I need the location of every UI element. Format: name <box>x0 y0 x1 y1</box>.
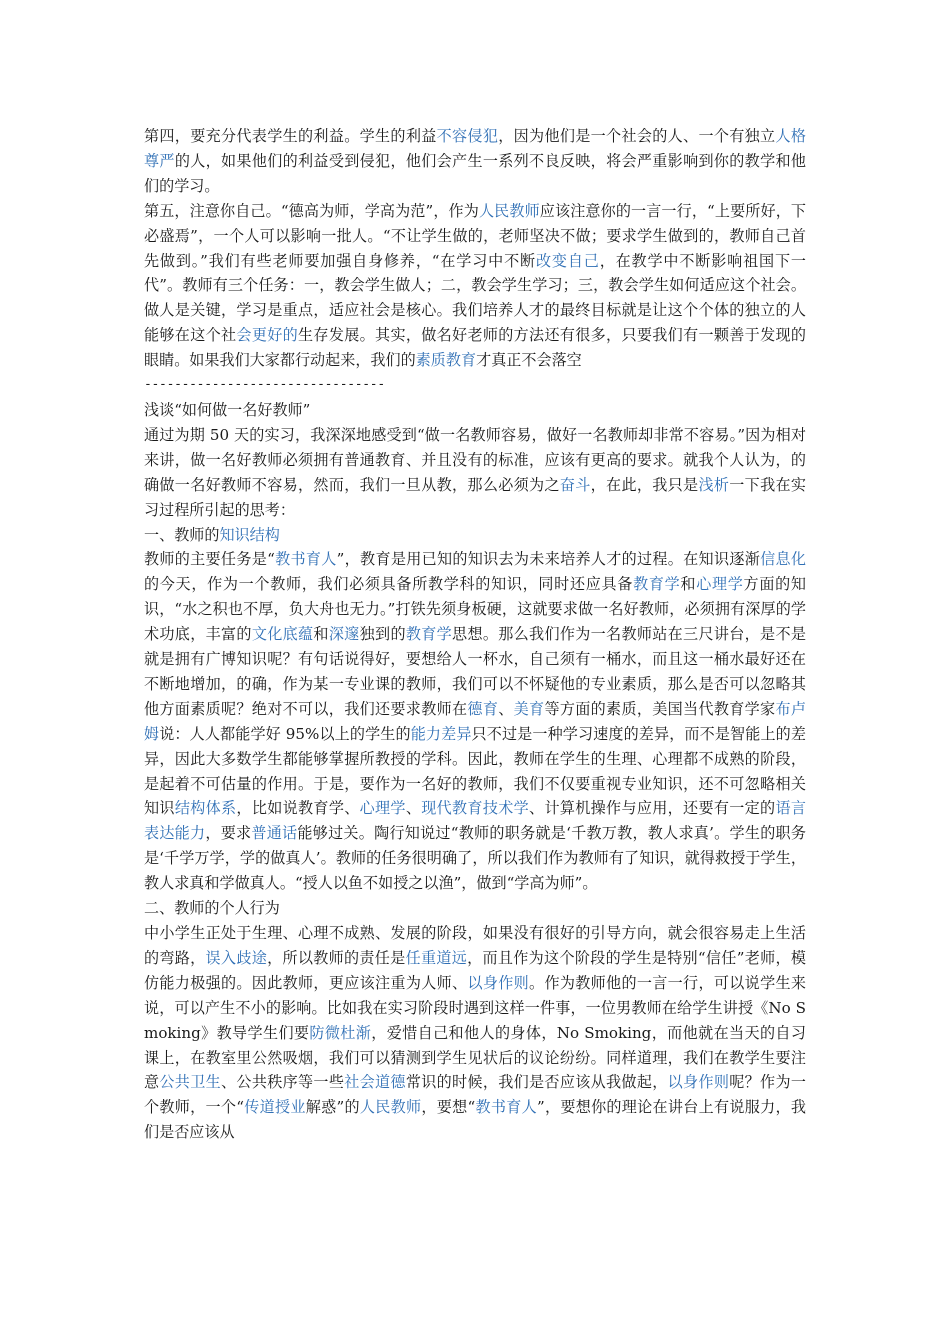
text-run: 和 <box>680 575 697 594</box>
text-run: ，爱惜自己和他人的身体，No Smoking，而他就在当天的自习课上，在教室里公然吸烟，我们可以猜测到学生见状后的议论纷纷。同样道理，我们在教学生要注意 <box>144 1023 806 1092</box>
hyperlink[interactable]: 教育学 <box>633 575 681 594</box>
text-run: 第四，要充分代表学生的利益。学生的利益 <box>144 127 437 145</box>
text-run: ，而且作为这个阶段的学生是特别“信任”老师，模仿能力极强的。因此教师，更应该注重为人师、 <box>144 948 806 992</box>
hyperlink[interactable]: 人民教师 <box>478 201 540 220</box>
hyperlink[interactable]: 美育 <box>513 699 545 718</box>
text-run: ，所以教师的责任是 <box>267 948 406 967</box>
hyperlink[interactable]: 人格尊严 <box>144 127 806 170</box>
text-run: 。作为教师他的一言一行，可以说学生来说，可以产生不小的影响。比如我在实习阶段时遇到这样一件事，一位男教师在给学生讲授《No Smoking》教导学生们要 <box>144 973 806 1042</box>
section-heading-knowledge <box>144 523 806 548</box>
hyperlink[interactable]: 奋斗 <box>559 475 591 494</box>
hyperlink[interactable]: 教书育人 <box>274 550 337 569</box>
text-run: ，因为他们是一个社会的人、一个有独立 <box>498 127 776 145</box>
hyperlink[interactable]: 会更好的 <box>236 326 299 345</box>
text-run: ”，要想你的理论在讲台上有说服力，我们是否应该从 <box>144 1098 806 1142</box>
hyperlink[interactable]: 深邃 <box>328 625 360 644</box>
hyperlink[interactable]: 心理学 <box>359 799 406 818</box>
paragraph-knowledge <box>144 547 806 896</box>
text-run: ，比如说教育学、 <box>236 799 360 818</box>
text-run: 第五，注意你自己。“德高为师，学高为范”，作为 <box>144 201 479 220</box>
text-run: 解惑”的 <box>305 1098 360 1117</box>
paragraph-behavior <box>144 921 806 1145</box>
article-title: 浅谈“如何做一名好教师” <box>144 400 311 419</box>
hyperlink[interactable]: 现代教育技术学 <box>421 799 530 818</box>
hyperlink[interactable]: 以身作则 <box>667 1073 730 1092</box>
text-run: 、 <box>498 699 514 718</box>
text-run: 一下我在实习过程所引起的思考： <box>144 475 806 519</box>
hyperlink[interactable]: 能力差异 <box>410 724 472 743</box>
text-run: 能够过关。陶行知说过“教师的职务就是‘千教万教，教人求真’。学生的职务是‘千学万学，学的做真人’。教师的任务很明确了，所以我们作为教师有了知识，就得救授于学生，教人求真和学做真人。“授人以鱼不如授之以渔”，做到“学高为师”。 <box>144 824 806 893</box>
hyperlink[interactable]: 人民教师 <box>359 1098 422 1117</box>
text-run: 一、教师的 <box>144 525 220 544</box>
text-run: ”，教育是用已知的知识去为未来培养人才的过程。在知识逐渐 <box>336 550 761 569</box>
text-run: 等方面的素质，美国当代教育学家 <box>544 699 776 718</box>
text-run: 的人，如果他们的利益受到侵犯，他们会产生一系列不良反映，将会严重影响到你的教学和他们的学习。 <box>144 151 806 195</box>
hyperlink[interactable]: 心理学 <box>696 575 744 594</box>
text-run: 呢？作为一个教师，一个“ <box>144 1073 806 1117</box>
hyperlink[interactable]: 知识结构 <box>219 525 280 544</box>
separator-line: -------------------------------- <box>144 377 385 393</box>
hyperlink[interactable]: 传道授业 <box>243 1098 306 1117</box>
text-run: 通过为期 50 天的实习，我深深地感受到“做一名教师容易，做好一名教师却非常不容易。”因为相对来讲，做一名好教师必须拥有普通教育、并且没有的标准，应该有更高的要求。就我个人认为，的确做一名好教师不容易，然而，我们一旦从教，那么必须为之 <box>144 425 806 494</box>
hyperlink[interactable]: 公共卫生 <box>159 1073 222 1092</box>
text-run: 思想。那么我们作为一名教师站在三尺讲台，是不是就是拥有广博知识呢？有句话说得好，要想给人一杯水，自己须有一桶水，而且这一桶水最好还在不断地增加，的确，作为某一专业课的教师，我们可以不怀疑他的专业素质，那么是否可以忽略其他方面素质呢？绝对不可以，我们还要求教师在 <box>144 625 806 718</box>
paragraph-fourth-point <box>144 124 806 199</box>
text-run: 生存发展。其实，做名好老师的方法还有很多，只要我们有一颗善于发现的眼睛。如果我们大家都行动起来，我们的 <box>144 326 806 370</box>
text-run: 方面的知识，“水之积也不厚，负大舟也无力。”打铁先须身板硬，这就要求做一名好教师，必须拥有深厚的学术功底，丰富的 <box>144 575 806 644</box>
hyperlink[interactable]: 文化底蕴 <box>251 625 314 644</box>
hyperlink[interactable]: 普通话 <box>251 824 298 843</box>
text-run: 、计算机操作与应用，还要有一定的 <box>529 799 776 818</box>
hyperlink[interactable]: 结构体系 <box>174 799 237 818</box>
hyperlink[interactable]: 任重道远 <box>405 948 468 967</box>
paragraph-intro <box>144 423 806 523</box>
hyperlink[interactable]: 误入歧途 <box>205 948 268 967</box>
text-run: 独到的 <box>359 625 406 644</box>
hyperlink[interactable]: 防微杜渐 <box>309 1023 372 1042</box>
hyperlink[interactable]: 布卢姆 <box>144 699 806 743</box>
text-run: ，要求 <box>205 824 252 843</box>
text-run: 常识的时候，我们是否应该从我做起， <box>405 1073 668 1092</box>
hyperlink[interactable]: 改变自己 <box>535 251 600 270</box>
text-run: 说：人人都能学好 95%以上的学生的 <box>159 724 411 743</box>
text-run: 中小学生正处于生理、心理不成熟、发展的阶段，如果没有很好的引导方向，就会很容易走上生活的弯路， <box>144 924 806 967</box>
text-run: ，要想“ <box>421 1098 476 1117</box>
hyperlink[interactable]: 语言表达能力 <box>144 799 806 843</box>
hyperlink[interactable]: 德育 <box>467 699 499 718</box>
hyperlink[interactable]: 教育学 <box>405 625 453 644</box>
hyperlink[interactable]: 社会道德 <box>344 1073 406 1092</box>
text-run: 、公共秩序等一些 <box>221 1073 345 1092</box>
paragraph-fifth-point <box>144 199 806 373</box>
section-heading-behavior: 二、教师的个人行为 <box>144 899 280 918</box>
text-run: 教师的主要任务是“ <box>144 550 275 569</box>
text-run: ，在此，我只是 <box>590 475 699 494</box>
text-run: 只不过是一种学习速度的差异，而不是智能上的差异，因此大多数学生都能够掌握所教授的学科。因此，教师在学生的生理、心理都不成熟的阶段，是起着不可估量的作用。于是，要作为一名好的教师，我们不仅要重视专业知识，还不可忽略相关知识 <box>144 724 806 818</box>
hyperlink[interactable]: 浅析 <box>698 475 730 494</box>
text-run: 和 <box>313 625 329 644</box>
hyperlink[interactable]: 素质教育 <box>415 351 477 370</box>
text-run: 应该注意你的一言一行，“上要所好，下必盛焉”，一个人可以影响一批人。“不让学生做的，老师坚决不做；要求学生做到的，教师自己首先做到。”我们有些老师要加强自身修养，“在学习中不断 <box>144 201 806 270</box>
text-run: 、 <box>405 799 422 818</box>
text-run: 才真正不会落空 <box>476 351 582 370</box>
hyperlink[interactable]: 以身作则 <box>467 973 530 992</box>
text-run: 的今天，作为一个教师，我们必须具备所教学科的知识，同时还应具备 <box>144 575 634 594</box>
hyperlink[interactable]: 教书育人 <box>475 1098 537 1117</box>
hyperlink[interactable]: 信息化 <box>760 550 806 569</box>
hyperlink[interactable]: 不容侵犯 <box>436 127 499 145</box>
text-run: ，在教学中不断影响祖国下一代”。教师有三个任务：一，教会学生做人；二，教会学生学习；三，教会学生如何适应这个社会。做人是关键，学习是重点，适应社会是核心。我们培养人才的最终目标就是让这个个体的独立的人能够在这个社 <box>144 251 806 345</box>
